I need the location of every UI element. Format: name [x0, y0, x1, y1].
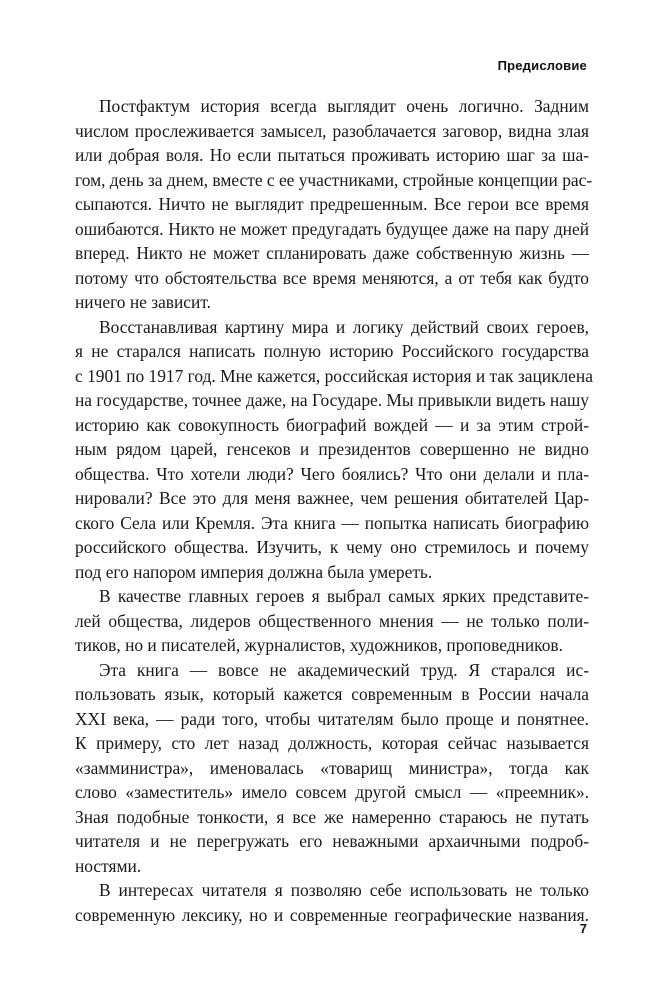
page-number: 7 [579, 921, 587, 936]
text-line: Эта книга — вовсе не академический труд. Я старался ис- [99, 659, 589, 680]
text-line: российского общества. Изучить, к чему оно стремилось и почему [75, 537, 589, 557]
paragraph [75, 658, 589, 879]
text-line: ным рядом царей, генсеков и президентов совершенно не видно [75, 439, 589, 459]
text-line: потому что обстоятельства все время меняются, а от тебя как будто [75, 267, 589, 288]
text-line: ошибаются. Никто не может предугадать будущее даже на пару дней [75, 218, 589, 239]
text-line: лей общества, лидеров общественного мнения — не только поли- [75, 610, 589, 631]
paragraph [75, 315, 593, 585]
text-line: или добрая воля. Но если пытаться проживать историю шаг за ша- [75, 145, 589, 165]
text-line: В интересах читателя я позволяю себе использовать не только [99, 880, 589, 900]
paragraph [75, 94, 593, 315]
text-line: современную лексику, но и современные географические названия. [75, 904, 589, 925]
text-line: я не старался написать полную историю Российского государства [75, 341, 589, 361]
text-line: читателя и не перегружать его неважными архаичными подроб- [75, 831, 589, 851]
text-line: пользовать язык, который кажется современным в России начала [75, 684, 589, 704]
text-line: XXI века, — ради того, чтобы читателям было проще и понятнее. [75, 708, 589, 729]
text-line: Восстанавливая картину мира и логику действий своих героев, [99, 316, 589, 337]
text-line: сыпаются. Ничто не выглядит предрешенным. Все герои все время [75, 194, 589, 214]
text-line: «замминистра», именовалась «товарищ министра», тогда как [75, 757, 589, 778]
paragraph [75, 878, 589, 927]
text-line: гом, день за днем, вместе с ее участниками, стройные концепции рас- [75, 169, 593, 190]
text-line: ского Села или Кремля. Эта книга — попытка написать биографию [75, 512, 589, 533]
text-line: на государстве, точнее даже, на Государе. Мы привыкли видеть нашу [75, 390, 589, 410]
paragraph [75, 584, 589, 658]
text-line: ничего не зависит. [75, 292, 211, 312]
text-line: слово «заместитель» имело совсем другой смысл — «преемник». [75, 782, 589, 802]
text-line: вперед. Никто не может спланировать даже собственную жизнь — [75, 243, 589, 263]
running-header: Предисловие [497, 58, 587, 73]
text-line: с 1901 по 1917 год. Мне кажется, российская история и так зациклена [75, 365, 593, 386]
text-line: тиков, но и писателей, журналистов, художников, проповедников. [75, 635, 563, 655]
text-line: ностями. [75, 855, 142, 876]
text-line: историю как совокупность биографий вождей — и за этим строй- [75, 414, 589, 435]
text-line: К примеру, сто лет назад должность, которая сейчас называется [75, 733, 589, 753]
text-line: общества. Что хотели люди? Чего боялись? Что они делали и пла- [75, 463, 589, 484]
text-line: В качестве главных героев я выбрал самых ярких представите- [99, 586, 589, 606]
text-line: числом прослеживается замысел, разоблачается заговор, видна злая [75, 120, 589, 141]
text-line: нировали? Все это для меня важнее, чем решения обитателей Цар- [75, 488, 589, 508]
body-text [75, 94, 593, 927]
text-line: Постфактум история всегда выглядит очень логично. Задним [99, 96, 589, 116]
text-line: под его напором империя должна была умереть. [75, 561, 433, 582]
text-line: Зная подобные тонкости, я все же намеренно стараюсь не путать [75, 806, 589, 827]
